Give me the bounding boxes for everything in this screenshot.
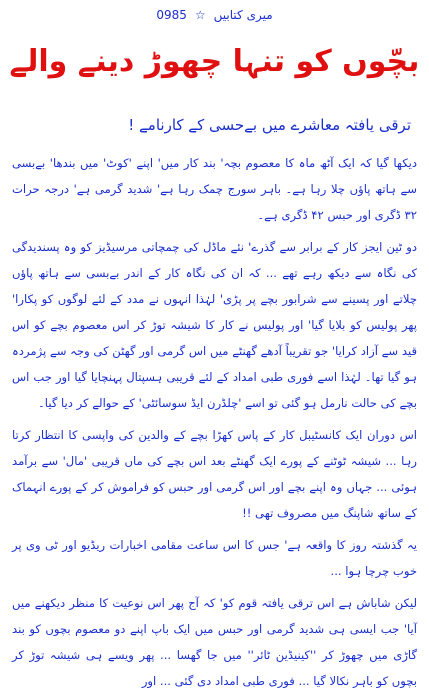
paragraph: دو ٹین ایجز کار کے برابر سے گذرے' نئے ماڈل کی چمچاتی مرسیڈیز کو وہ پسندیدگی کی نگاہ سے دیکھ رہے تھے ... کہ ان کی نگاہ کار کے اندر بےبسی سے ہاتھ پاؤں چلاتے اور پسینے سے شرابور بچے پر پڑی' لہٰذا انہوں نے مدد کے لئے لوگوں کو پکارا' پھر پولیس کو بلایا گیا' اور پولیس نے کار کا شیشہ توڑ کر اس معصوم بچے کو اس قید سے آزاد کرایا' جو تقریباً آدھے گھنٹے میں اس گرمی اور گھٹن کی وجہ سے پژمردہ ہو گیا تھا۔ لہٰذا اسے فوری طبی امداد کے لئے قریبی ہسپتال پہنچایا گیا اور جب اس بچے کی حالت نارمل ہو گئی تو اسے 'چلڈرن ایڈ سوسائٹی' کے حوالے کر دیا گیا۔ — [12, 240, 417, 410]
page-number: 0985 — [156, 8, 187, 22]
paragraph: لیکن شاباش ہے اس ترقی یافتہ قوم کو' کہ آج پھر اس نوعیت کا منظر دیکھنے میں آیا' جب ایسی ہی شدید گرمی اور حبس میں ایک باپ اپنے دو معصوم بچوں کو بند گاڑی میں چھوڑ کر ''کینیڈین ٹائر'' میں جا گھسا ... پھر ویسے ہی شیشہ توڑ کر بچوں کو باہر نکالا گیا ... فوری طبی امداد دی گئی ... اور — [12, 596, 417, 688]
paragraph: دیکھا گیا کہ ایک آٹھ ماہ کا معصوم بچہ' بند کار میں' اپنے 'کوٹ' میں بندھا' بےبسی سے ہاتھ پاؤں چلا رہا ہے۔ باہر سورج چمک رہا ہے' شدید گرمی ہے' درجہ حرات ۳۲ ڈگری اور حبس ۴۲ ڈگری ہے۔ — [12, 156, 417, 222]
series-name: میری کتابیں — [213, 8, 273, 22]
paragraph: یہ گذشتہ روز کا واقعہ ہے' جس کا اس ساعت مقامی اخبارات ریڈیو اور ٹی وی پر خوب چرچا ہوا ... — [12, 538, 417, 578]
star-icon: ☆ — [194, 8, 206, 22]
page-header — [0, 4, 429, 26]
article-subtitle: ترقی یافتہ معاشرے میں بےحسی کے کارنامے ! — [128, 116, 411, 134]
paragraph: اس دوران ایک کانسٹیبل کار کے پاس کھڑا بچے کے والدین کی واپسی کا انتظار کرتا رہا ... شیشہ ٹوٹنے کے پورے ایک گھنٹے بعد اس بچے کی ماں قریبی 'مال' سے برآمد ہوئی ... جہاں وہ اپنے بچے اور اس گرمی اور حبس کو فراموش کر کے پورے انہماک کے ساتھ شاپنگ میں مصروف تھی !! — [12, 428, 417, 520]
article-body — [12, 150, 417, 700]
article-title: بچّوں کو تنہا چھوڑ دینے والے — [9, 44, 420, 79]
